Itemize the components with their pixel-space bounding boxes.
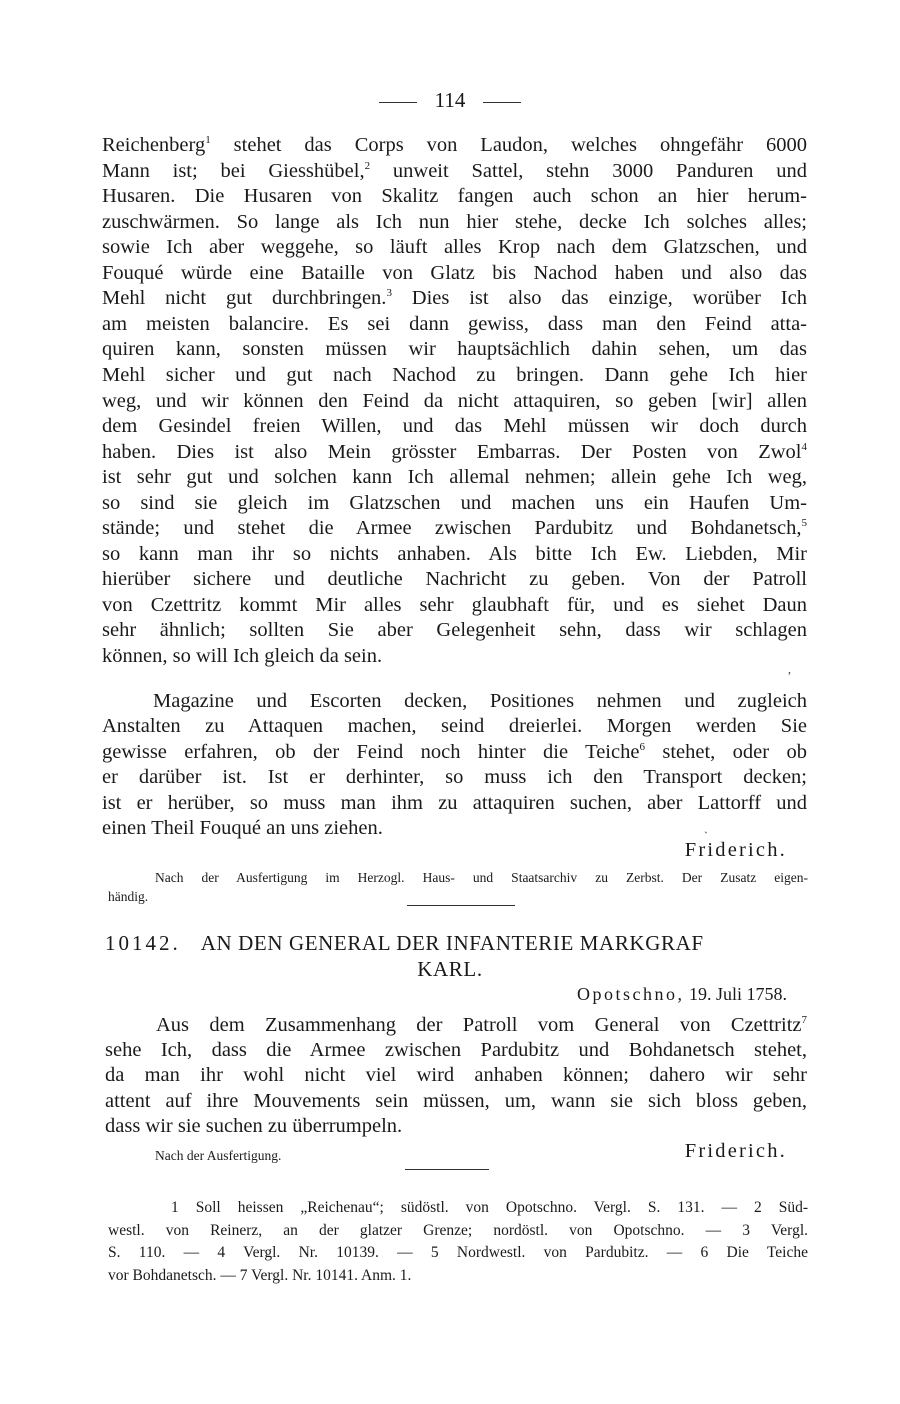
page-number-header [0,88,900,113]
text-line [153,688,807,714]
text-line [102,336,807,362]
line-text: Anstalten zu Attaquen machen, seind dreierlei. Morgen werden Sie [102,715,807,738]
separator-rule-1 [407,905,515,906]
text-line [105,1037,807,1063]
text-line [102,183,807,209]
footnote-ref: 5 [801,517,807,530]
text-line [102,815,807,841]
text-line [102,713,807,739]
source-note-2: Nach der Ausfertigung. [155,1148,282,1163]
stray-mark: ˎ [704,820,708,834]
line-text-continued: unweit Sattel, stehn 3000 Panduren und [370,159,807,182]
text-line [102,643,807,669]
line-text-continued: stehet, oder ob [644,740,807,763]
line-text: Reichenberg [102,134,206,156]
line-text: können, so will Ich gleich da sein. [102,645,383,667]
line-text: Mehl sicher und gut nach Nachod zu bringen. Dann gehe Ich hier [102,363,807,386]
line-text: ist sehr gut und solchen kann Ich allemal nehmen; allein gehe Ich weg, [102,466,807,489]
dateline [577,984,787,1005]
line-text: dem Gesindel freien Willen, und das Mehl müssen wir doch durch [102,415,807,438]
text-line [102,362,807,388]
line-text: haben. Dies ist also Mein grösster Embarras. Der Posten von Zwol [102,440,802,463]
signature-2: Friderich. [684,1140,787,1162]
text-line [102,413,807,439]
footnote-line: vor Bohdanetsch. — 7 Vergl. Nr. 10141. Anm. 1. [108,1266,412,1284]
letter-heading-line2: KARL. [417,957,483,981]
text-line [102,439,807,465]
line-text: stände; und stehet die Armee zwischen Pardubitz und Bohdanetsch, [102,517,802,540]
line-text: am meisten balancire. Es sei dann gewiss, dass man den Feind atta- [102,312,807,335]
line-text: so sind sie gleich im Glatzschen und machen uns ein Haufen Um- [102,491,807,514]
line-text: weg, und wir können den Feind da nicht attaquiren, so geben [wir] allen [102,389,807,412]
text-line [102,764,807,790]
line-text: sowie Ich aber weggehe, so läuft alles Krop nach dem Glatzschen, und [102,236,807,259]
footnote-ref: 1 [205,134,211,146]
text-line [102,464,807,490]
signature-1: Friderich. [684,839,787,861]
text-line [102,285,807,311]
text-line [102,260,807,286]
footnote-line: S. 110. — 4 Vergl. Nr. 10139. — 5 Nordwestl. von Pardubitz. — 6 Die Teiche [108,1244,808,1261]
text-line [102,541,807,567]
page-number: 114 [434,88,466,112]
text-line [102,132,807,158]
footnote-ref: 6 [639,740,645,753]
text-line [102,490,807,516]
line-text: ist er herüber, so muss man ihm zu attaquiren suchen, aber Lattorff und [102,791,807,814]
right-dash [483,102,521,103]
line-text: Mehl nicht gut durchbringen. [102,287,387,310]
letter-heading-line1: AN DEN GENERAL DER INFANTERIE MARKGRAF [200,931,704,955]
line-text: Aus dem Zusammenhang der Patroll vom General von Czettritz [156,1014,802,1036]
stray-mark: , [788,662,791,676]
footnote-ref: 4 [801,440,807,453]
footnote-line: westl. von Reinerz, an der glatzer Grenze; nordöstl. von Opotschno. — 3 Vergl. [108,1221,808,1239]
text-line [105,1062,807,1088]
dateline-date: 19. Juli 1758. [684,984,787,1004]
line-text: Mann ist; bei Giesshübel, [102,159,365,182]
line-text: Fouqué würde eine Bataille von Glatz bis Nachod haben und also das [102,261,807,284]
dateline-place: Opotschno, [576,984,685,1004]
line-text-continued: Dies ist also das einzige, worüber Ich [391,287,807,310]
line-text: gewisse erfahren, ob der Feind noch hinter die Teiche [102,740,640,763]
text-line [102,592,807,618]
line-text: er darüber ist. Ist er derhinter, so muss ich den Transport decken; [102,766,807,789]
letter-number: 10142. [105,931,181,955]
text-line [102,790,807,816]
source-note-1 [108,868,808,906]
line-text: zuschwärmen. So lange als Ich nun hier stehe, decke Ich solches alles; [102,210,807,233]
text-line [102,234,807,260]
text-line [102,388,807,414]
line-text: Magazine und Escorten decken, Positiones nehmen und zugleich [153,690,807,712]
letter-heading [105,930,807,957]
line-text: Husaren. Die Husaren von Skalitz fangen auch schon an hier herum- [102,185,807,208]
footnote-ref: 7 [801,1014,807,1026]
text-line [105,1113,807,1139]
text-line [105,1088,807,1114]
footnote-ref: 3 [386,287,392,300]
line-text: sehr ähnlich; sollten Sie aber Gelegenheit sehn, dass wir schlagen [102,619,807,642]
footnote-ref: 2 [364,159,371,172]
line-text: hierüber sichere und deutliche Nachricht zu geben. Von der Patroll [102,568,807,591]
footnote-line: 1 Soll heissen „Reichenau“; südöstl. von Opotschno. Vergl. S. 131. — 2 Süd- [171,1199,808,1216]
text-line [156,1012,807,1038]
source-note-1-line1: Nach der Ausfertigung im Herzogl. Haus- und Staatsarchiv zu Zerbst. Der Zusatz eigen- [155,870,808,885]
source-note-1-line2: händig. [108,889,149,904]
text-line [102,566,807,592]
text-line [102,158,807,184]
line-text: sehe Ich, dass die Armee zwischen Pardubitz und Bohdanetsch stehet, [105,1039,807,1062]
line-text: von Czettritz kommt Mir alles sehr glaubhaft für, und es siehet Daun [102,593,807,616]
line-text-continued: stehet das Corps von Laudon, welches ohngefähr 6000 [210,134,807,156]
line-text: so kann man ihr so nichts anhaben. Als bitte Ich Ew. Liebden, Mir [102,542,807,565]
text-line [102,617,807,643]
text-line [102,311,807,337]
line-text: dass wir sie suchen zu überrumpeln. [105,1114,403,1137]
line-text: da man ihr wohl nicht viel wird anhaben können; dahero wir sehr [105,1064,807,1087]
text-line [102,739,807,765]
separator-rule-2 [405,1169,489,1170]
text-line [102,209,807,235]
line-text: einen Theil Fouqué an uns ziehen. [102,817,383,839]
line-text: attent auf ihre Mouvements sein müssen, um, wann sie sich bloss geben, [105,1089,807,1112]
text-line [102,515,807,541]
line-text: quiren kann, sonsten müssen wir hauptsächlich dahin sehen, um das [102,338,807,361]
left-dash [379,102,417,103]
